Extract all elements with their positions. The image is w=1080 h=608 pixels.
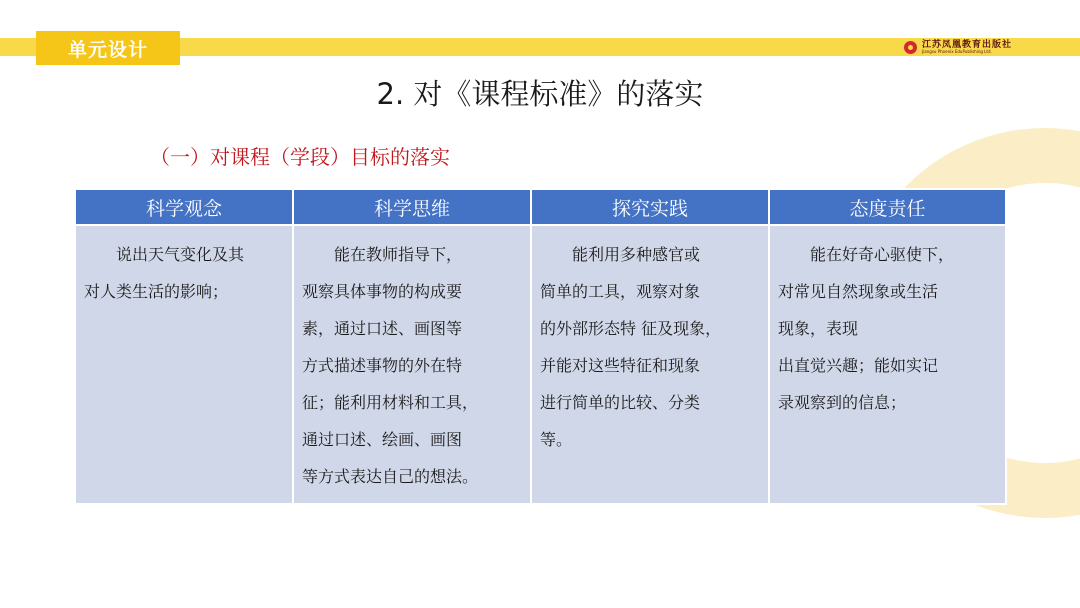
section-subtitle: （一）对课程（学段）目标的落实 <box>150 145 450 169</box>
cell-line: 等方式表达自己的想法。 <box>302 467 479 486</box>
cell-line: 并能对这些特征和现象 <box>540 356 701 375</box>
cell-line: 能在好奇心驱使下， <box>778 245 955 264</box>
publisher-name-cn: 江苏凤凰教育出版社 <box>922 39 1013 50</box>
cell-line: 等。 <box>540 430 573 449</box>
cell-line: 观察具体事物的构成要 <box>302 282 463 301</box>
cell-science-thinking <box>293 225 531 504</box>
cell-line: 出直觉兴趣；能如实记 <box>778 356 939 375</box>
cell-line: 现象，表现 <box>778 319 859 338</box>
cell-line: 方式描述事物的外在特 <box>302 356 463 375</box>
cell-line: 的外部形态特 征及现象， <box>540 319 722 338</box>
cell-line: 能利用多种感官或 <box>540 245 701 264</box>
header-inquiry-practice: 探究实践 <box>531 189 769 225</box>
cell-line: 素，通过口述、画图等 <box>302 319 463 338</box>
cell-science-concepts <box>75 225 293 504</box>
unit-design-tab: 单元设计 <box>36 31 180 65</box>
cell-line: 进行简单的比较、分类 <box>540 393 701 412</box>
header-science-concepts: 科学观念 <box>75 189 293 225</box>
cell-line: 对人类生活的影响； <box>84 282 229 301</box>
cell-line: 录观察到的信息； <box>778 393 907 412</box>
cell-line: 通过口述、绘画、画图 <box>302 430 463 449</box>
cell-line: 说出天气变化及其 <box>84 245 245 264</box>
cell-line: 简单的工具，观察对象 <box>540 282 701 301</box>
cell-line: 征；能利用材料和工具， <box>302 393 479 412</box>
header-science-thinking: 科学思维 <box>293 189 531 225</box>
publisher-name-en: Jiangsu Phoenix EduPublishing Ltd. <box>922 48 992 54</box>
cell-line: 能在教师指导下， <box>302 245 463 264</box>
publisher-emblem-icon <box>904 41 917 54</box>
header-attitude-responsibility: 态度责任 <box>769 189 1006 225</box>
cell-line: 对常见自然现象或生活 <box>778 282 939 301</box>
cell-inquiry-practice <box>531 225 769 504</box>
goals-table <box>74 188 1007 505</box>
table-row <box>75 225 1006 504</box>
cell-attitude-responsibility <box>769 225 1006 504</box>
publisher-name <box>922 41 1012 54</box>
table-header-row <box>75 189 1006 225</box>
publisher-logo-block <box>904 38 1012 56</box>
page-title: 2. 对《课程标准》的落实 <box>376 77 704 111</box>
